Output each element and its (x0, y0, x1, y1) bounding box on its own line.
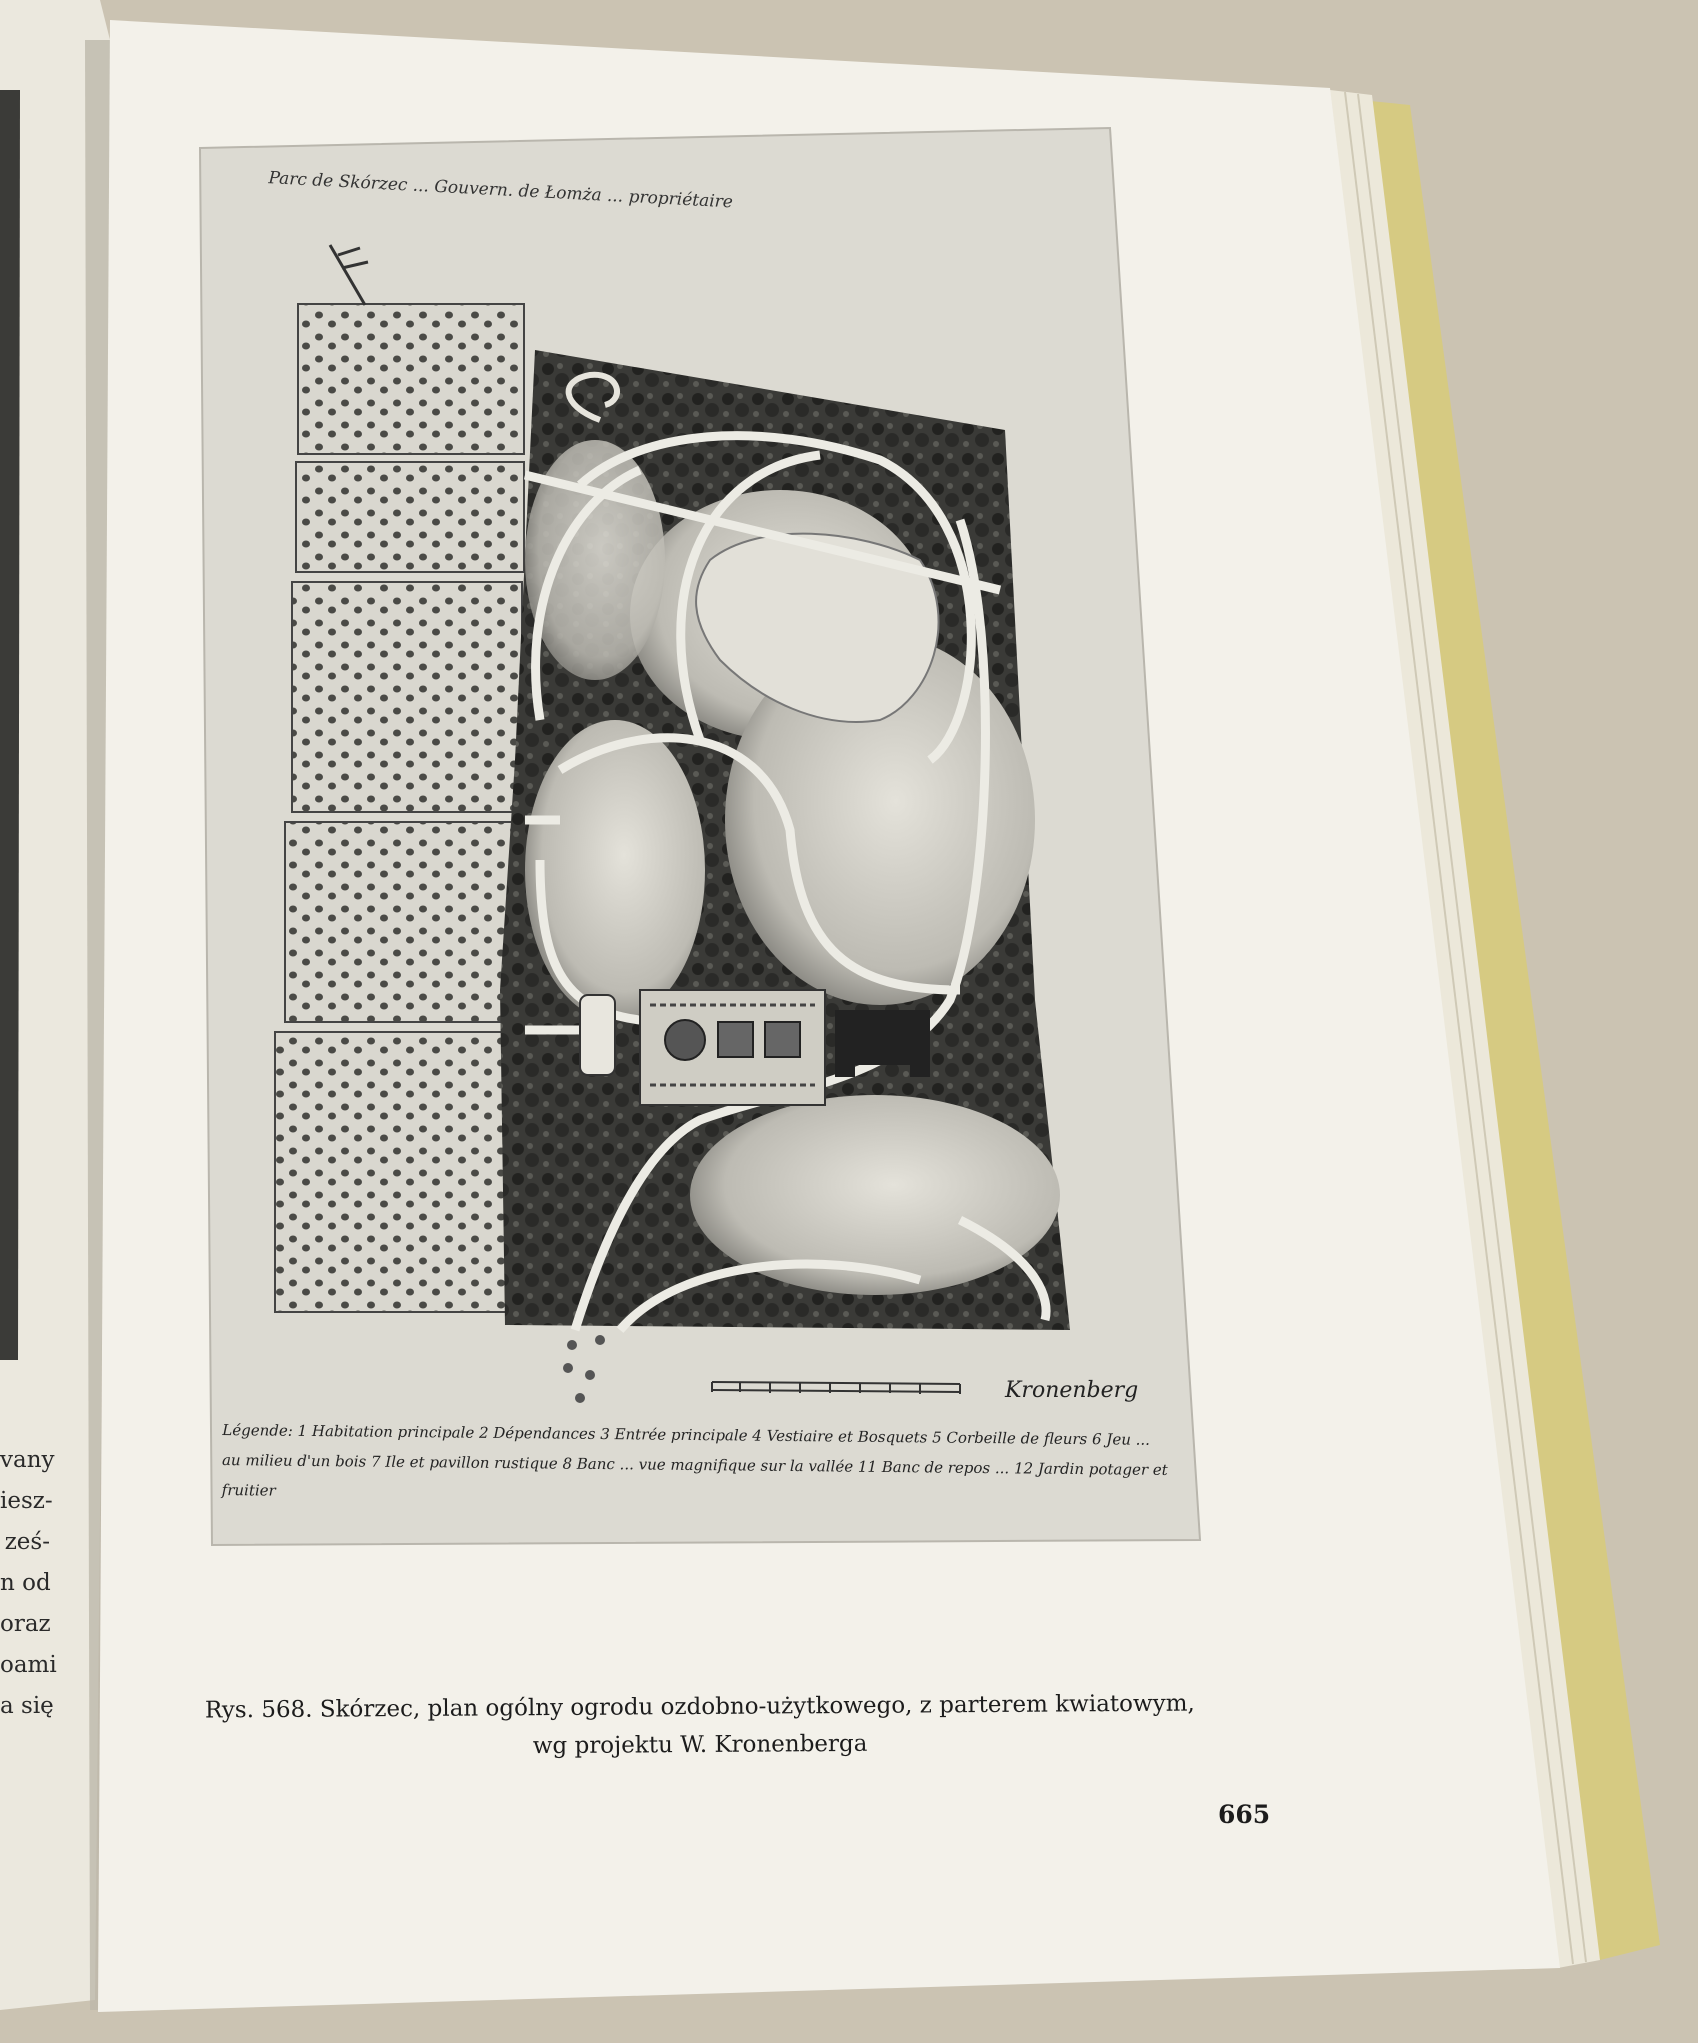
caption-line-2: wg projektu W. Kronenberga (532, 1730, 868, 1760)
figure-caption (120, 1684, 1281, 1768)
page-number: 665 (1218, 1800, 1271, 1829)
left-line: oraz (0, 1611, 51, 1637)
left-line: a się (0, 1693, 54, 1719)
caption-line-1: Rys. 568. Skórzec, plan ogólny ogrodu ozdobno-użytkowego, z parterem kwiatowym, (204, 1690, 1195, 1724)
flower-parterre (640, 990, 825, 1105)
main-house (835, 1010, 930, 1065)
plan-legend: Légende: 1 Habitation principale 2 Dépendances 3 Entrée principale 4 Vestiaire et Bosquets 5 Corbeille de fleurs 6 Jeu ... au milieu d'un bois 7 Ile et pavillon rustique 8 Banc ... vue magnifique sur la vallée 11 Banc de repos ... 12 Jardin potager et fruitier (221, 1421, 1168, 1500)
left-line: oami (0, 1652, 57, 1678)
plan-signature: Kronenberg (1005, 1378, 1139, 1403)
pavilion (580, 995, 615, 1075)
left-line: n od (0, 1570, 51, 1596)
plan-title: Parc de Skórzec ... Gouvern. de Łomża ... propriétaire (267, 168, 734, 213)
left-line: ześ- (4, 1529, 50, 1555)
left-page-text (0, 1440, 57, 1727)
left-line: iesz- (0, 1488, 53, 1514)
meadow-left (525, 720, 705, 1020)
left-line: vany (0, 1447, 55, 1473)
